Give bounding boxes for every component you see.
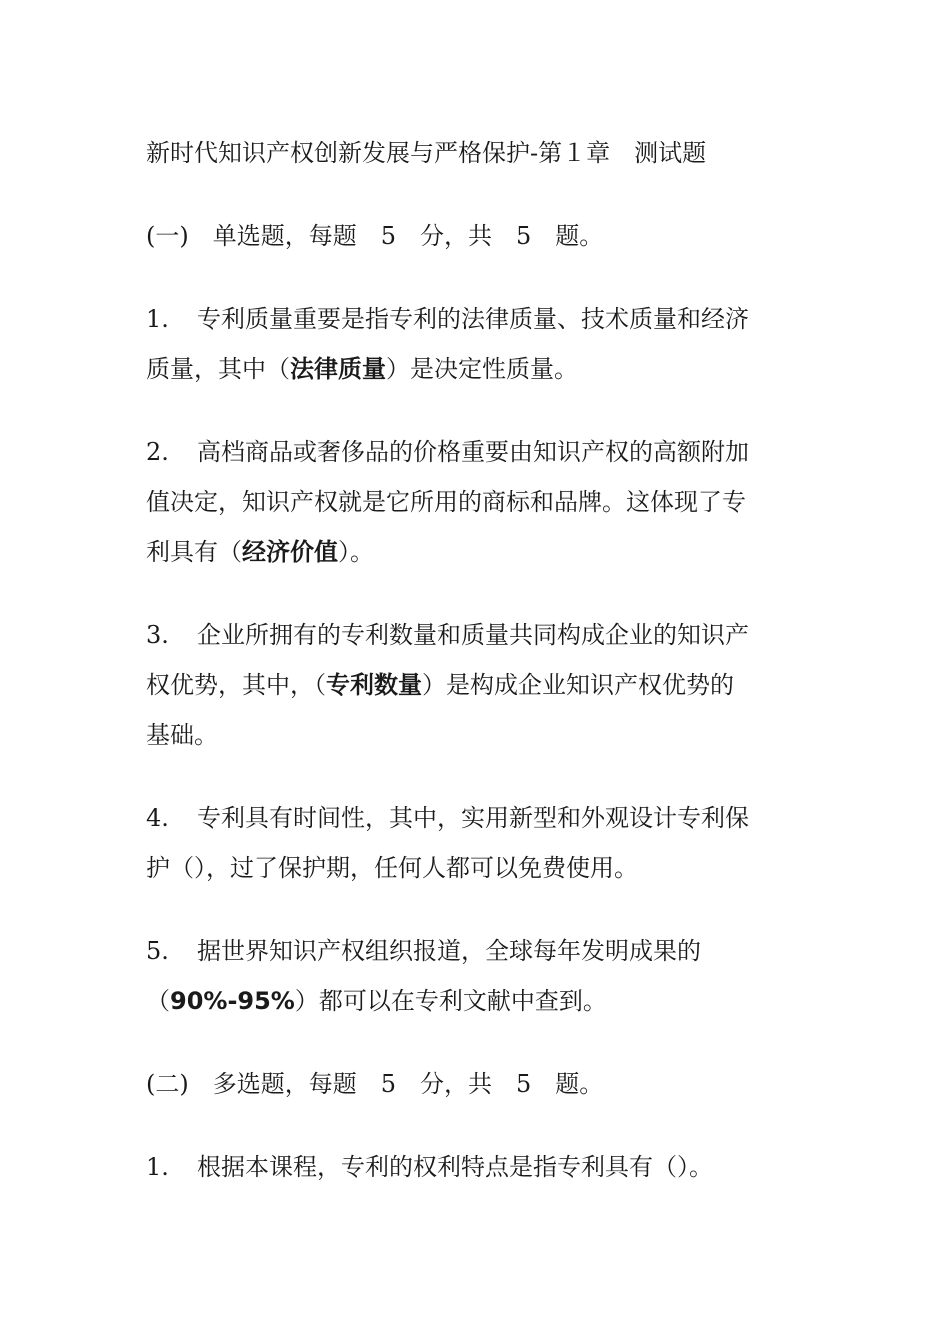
question-single-2 [146, 427, 796, 577]
document-page [146, 128, 796, 1225]
question-text: （ [146, 987, 170, 1015]
answer-text: 专利数量 [326, 671, 422, 699]
question-line [146, 527, 796, 577]
question-text: ）都可以在专利文献中查到。 [294, 987, 607, 1015]
answer-text: 90%-95% [170, 987, 295, 1015]
question-line [146, 294, 796, 344]
section-single-choice-heading: (一) 单选题，每题 5 分，共 5 题。 [146, 222, 604, 250]
question-number: 1. [146, 305, 169, 333]
answer-text: 经济价值 [242, 538, 338, 566]
question-line: 护（），过了保护期，任何人都可以免费使用。 [146, 854, 638, 882]
question-line [146, 976, 796, 1026]
question-line [146, 1142, 796, 1192]
answer-text: 法律质量 [290, 355, 386, 383]
question-text: 据世界知识产权组织报道，全球每年发明成果的 [197, 937, 701, 965]
question-line [146, 427, 796, 477]
question-line [146, 793, 796, 843]
question-line [146, 610, 796, 660]
question-text: 质量，其中（ [146, 355, 290, 383]
question-text: 权优势，其中，（ [146, 671, 326, 699]
question-text: 专利质量重要是指专利的法律质量、技术质量和经济 [197, 305, 749, 333]
question-line [146, 660, 796, 710]
question-line: 基础。 [146, 721, 218, 749]
question-text: 企业所拥有的专利数量和质量共同构成企业的知识产 [197, 621, 749, 649]
question-multi-1 [146, 1142, 796, 1192]
question-line: 值决定，知识产权就是它所用的商标和品牌。这体现了专 [146, 488, 746, 516]
question-number: 3. [146, 621, 169, 649]
document-title: 新时代知识产权创新发展与严格保护-第１章 测试题 [146, 139, 707, 167]
question-text: ）。 [338, 538, 374, 566]
question-text: ）是决定性质量。 [386, 355, 578, 383]
question-text: 根据本课程，专利的权利特点是指专利具有（）。 [197, 1153, 713, 1181]
question-line [146, 344, 796, 394]
question-number: 5. [146, 937, 169, 965]
question-number: 2. [146, 438, 169, 466]
question-text: 利具有（ [146, 538, 242, 566]
question-single-3 [146, 610, 796, 760]
question-single-5 [146, 926, 796, 1026]
section-multiple-choice-heading: (二) 多选题，每题 5 分，共 5 题。 [146, 1070, 604, 1098]
question-single-1 [146, 294, 796, 394]
question-number: 1. [146, 1153, 169, 1181]
question-single-4 [146, 793, 796, 893]
question-text: 专利具有时间性，其中，实用新型和外观设计专利保 [197, 804, 749, 832]
question-number: 4. [146, 804, 169, 832]
question-text: ）是构成企业知识产权优势的 [422, 671, 734, 699]
question-text: 高档商品或奢侈品的价格重要由知识产权的高额附加 [197, 438, 749, 466]
question-line [146, 926, 796, 976]
